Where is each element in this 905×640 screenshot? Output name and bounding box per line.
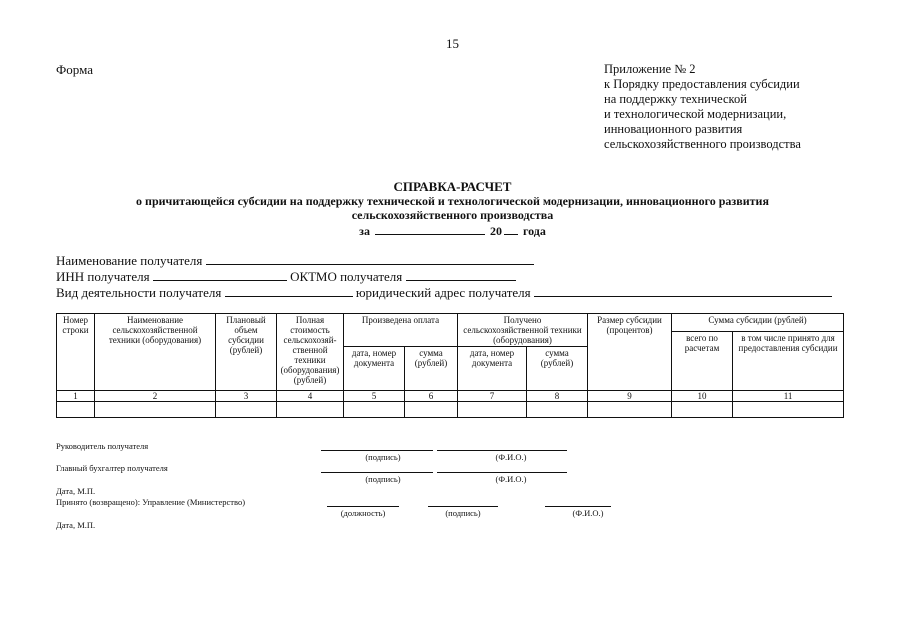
- header-doc-date-number: дата, номер документа: [344, 347, 405, 391]
- table-cell[interactable]: [216, 402, 277, 418]
- column-number: 4: [277, 391, 344, 402]
- period-blank[interactable]: [375, 223, 485, 235]
- header-total-calc: всего по расчетам: [672, 332, 733, 391]
- column-number: 2: [95, 391, 216, 402]
- column-number: 9: [588, 391, 672, 402]
- annex-line: и технологической модернизации,: [604, 107, 787, 121]
- accepted-signature-line[interactable]: [428, 506, 498, 507]
- recipient-name-field[interactable]: [206, 252, 534, 265]
- column-number: 10: [672, 391, 733, 402]
- head-fio-line[interactable]: [437, 450, 567, 451]
- table-cell[interactable]: [527, 402, 588, 418]
- column-number: 3: [216, 391, 277, 402]
- head-signature-line[interactable]: [321, 450, 433, 451]
- position-line[interactable]: [327, 506, 399, 507]
- column-number: 7: [458, 391, 527, 402]
- table-cell[interactable]: [672, 402, 733, 418]
- table-cell[interactable]: [733, 402, 844, 418]
- document-subtitle: [90, 194, 815, 222]
- header-sum-rub: сумма (рублей): [405, 347, 458, 391]
- activity-field[interactable]: [225, 284, 353, 297]
- oktmo-label: ОКТМО получателя: [290, 269, 403, 284]
- table-cell[interactable]: [277, 402, 344, 418]
- period-line: [0, 223, 905, 239]
- annex-line: инновационного развития: [604, 122, 743, 136]
- column-numbers-row: [57, 391, 844, 402]
- position-caption: (должность): [340, 508, 386, 518]
- column-number: 5: [344, 391, 405, 402]
- period-suffix: года: [522, 224, 546, 238]
- accepted-signature-caption: (подпись): [445, 508, 481, 518]
- column-number: 1: [57, 391, 95, 402]
- head-fio-caption: (Ф.И.О.): [495, 452, 527, 462]
- inn-field[interactable]: [153, 268, 287, 281]
- inn-oktmo-line: [56, 268, 516, 285]
- oktmo-field[interactable]: [406, 268, 516, 281]
- accountant-fio-line[interactable]: [437, 472, 567, 473]
- header-doc-date-number-2: дата, номер документа: [458, 347, 527, 391]
- annex-line: на поддержку технической: [604, 92, 747, 106]
- accepted-fio-caption: (Ф.И.О.): [572, 508, 604, 518]
- table-cell[interactable]: [344, 402, 405, 418]
- table-cell[interactable]: [405, 402, 458, 418]
- annex-line: сельскохозяйственного производства: [604, 137, 801, 151]
- address-label: юридический адрес получателя: [355, 285, 531, 300]
- chief-accountant-label: Главный бухгалтер получателя: [56, 463, 168, 473]
- header-subsidy-size: Размер субсидии (процентов): [588, 314, 672, 391]
- annex-block: [604, 62, 801, 152]
- header-row-number: Номер строки: [57, 314, 95, 391]
- period-year-prefix: 20: [489, 224, 502, 238]
- recipient-name-line: [56, 252, 534, 269]
- head-label: Руководитель получателя: [56, 441, 149, 451]
- period-prefix: за: [359, 224, 370, 238]
- subtitle-line: сельскохозяйственного производства: [351, 208, 554, 222]
- accepted-label: Принято (возвращено): Управление (Министерство): [56, 497, 246, 507]
- date-mp-label-2: Дата, М.П.: [56, 520, 96, 530]
- header-payment-made: Произведена оплата: [344, 314, 458, 347]
- date-mp-label: Дата, М.П.: [56, 486, 96, 496]
- inn-label: ИНН получателя: [56, 269, 150, 284]
- year-blank[interactable]: [504, 223, 518, 235]
- accountant-signature-line[interactable]: [321, 472, 433, 473]
- accepted-fio-line[interactable]: [545, 506, 611, 507]
- column-number: 6: [405, 391, 458, 402]
- form-label: Форма: [56, 62, 93, 77]
- header-planned-volume: Плановый объем субсидии (рублей): [216, 314, 277, 391]
- head-signature-caption: (подпись): [365, 452, 401, 462]
- accountant-fio-caption: (Ф.И.О.): [495, 474, 527, 484]
- activity-address-line: [56, 284, 832, 301]
- header-subsidy-sum: Сумма субсидии (рублей): [672, 314, 844, 332]
- annex-line: к Порядку предоставления субсидии: [604, 77, 800, 91]
- address-field[interactable]: [534, 284, 832, 297]
- column-number: 8: [527, 391, 588, 402]
- subsidy-table: [56, 313, 844, 418]
- header-equipment-name: Наименование сельскохозяйственной техники (оборудования): [95, 314, 216, 391]
- recipient-name-label: Наименование получателя: [56, 253, 203, 268]
- header-accepted: в том числе принято для предоставления субсидии: [733, 332, 844, 391]
- table-row: [57, 402, 844, 418]
- header-sum-rub-2: сумма (рублей): [527, 347, 588, 391]
- table-cell[interactable]: [588, 402, 672, 418]
- activity-label: Вид деятельности получателя: [56, 285, 222, 300]
- subtitle-line: о причитающейся субсидии на поддержку технической и технологической модернизации, инновационного развития: [136, 194, 769, 208]
- document-title: СПРАВКА-РАСЧЕТ: [393, 179, 512, 194]
- header-received: Получено сельскохозяйственной техники (оборудования): [458, 314, 588, 347]
- table-cell[interactable]: [57, 402, 95, 418]
- annex-line: Приложение № 2: [604, 62, 696, 76]
- page-number: 15: [446, 36, 459, 51]
- header-full-cost: Полная стоимость сельскохозяй-ственной техники (оборудования) (рублей): [277, 314, 344, 391]
- column-number: 11: [733, 391, 844, 402]
- table-cell[interactable]: [95, 402, 216, 418]
- table-cell[interactable]: [458, 402, 527, 418]
- accountant-signature-caption: (подпись): [365, 474, 401, 484]
